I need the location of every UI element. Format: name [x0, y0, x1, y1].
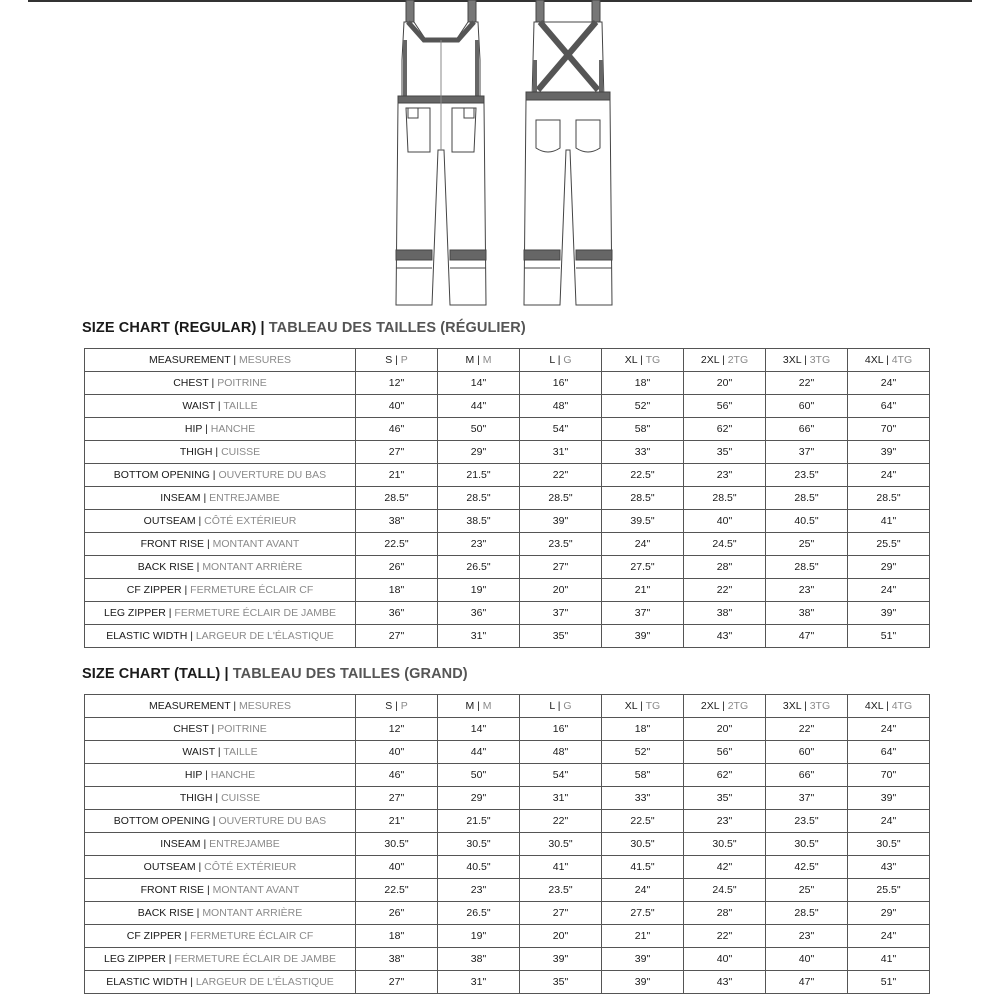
table-row	[85, 948, 930, 971]
table-row	[85, 441, 930, 464]
size-value-cell: 46"	[356, 764, 438, 787]
size-value-cell: 23.5"	[766, 810, 848, 833]
size-value-cell: 20"	[684, 718, 766, 741]
size-value-cell: 38"	[356, 510, 438, 533]
table-row	[85, 395, 930, 418]
header-cell: 3XL | 3TG	[766, 695, 848, 718]
size-value-cell: 22"	[520, 810, 602, 833]
measurement-label-cell: HIP | HANCHE	[85, 764, 356, 787]
size-value-cell: 38"	[356, 948, 438, 971]
size-value-cell: 23"	[684, 464, 766, 487]
size-value-cell: 26.5"	[438, 902, 520, 925]
size-value-cell: 33"	[602, 441, 684, 464]
size-value-cell: 42"	[684, 856, 766, 879]
size-value-cell: 23.5"	[766, 464, 848, 487]
table-row	[85, 971, 930, 994]
size-value-cell: 40.5"	[766, 510, 848, 533]
header-cell: L | G	[520, 695, 602, 718]
table-row	[85, 810, 930, 833]
size-value-cell: 28"	[684, 902, 766, 925]
header-cell: MEASUREMENT | MESURES	[85, 349, 356, 372]
size-value-cell: 24.5"	[684, 533, 766, 556]
size-value-cell: 25"	[766, 533, 848, 556]
tall-size-table	[84, 694, 930, 994]
size-value-cell: 70"	[848, 418, 930, 441]
size-value-cell: 22"	[684, 579, 766, 602]
size-value-cell: 50"	[438, 764, 520, 787]
table-row	[85, 510, 930, 533]
measurement-label-cell: INSEAM | ENTREJAMBE	[85, 487, 356, 510]
table-row	[85, 902, 930, 925]
measurement-label-cell: ELASTIC WIDTH | LARGEUR DE L'ÉLASTIQUE	[85, 625, 356, 648]
measurement-label-cell: CHEST | POITRINE	[85, 718, 356, 741]
size-value-cell: 27"	[356, 787, 438, 810]
header-cell: S | P	[356, 349, 438, 372]
size-value-cell: 64"	[848, 395, 930, 418]
size-value-cell: 54"	[520, 418, 602, 441]
table-row	[85, 602, 930, 625]
size-value-cell: 37"	[520, 602, 602, 625]
size-value-cell: 38.5"	[438, 510, 520, 533]
size-value-cell: 28.5"	[848, 487, 930, 510]
table-row	[85, 856, 930, 879]
table-row	[85, 741, 930, 764]
size-value-cell: 47"	[766, 971, 848, 994]
size-value-cell: 40"	[684, 510, 766, 533]
size-value-cell: 40"	[356, 395, 438, 418]
size-value-cell: 14"	[438, 372, 520, 395]
size-value-cell: 40.5"	[438, 856, 520, 879]
size-value-cell: 30.5"	[438, 833, 520, 856]
size-value-cell: 41.5"	[602, 856, 684, 879]
size-value-cell: 28"	[684, 556, 766, 579]
size-value-cell: 18"	[356, 579, 438, 602]
table-row	[85, 879, 930, 902]
measurement-label-cell: HIP | HANCHE	[85, 418, 356, 441]
size-value-cell: 35"	[520, 971, 602, 994]
size-value-cell: 16"	[520, 372, 602, 395]
measurement-label-cell: ELASTIC WIDTH | LARGEUR DE L'ÉLASTIQUE	[85, 971, 356, 994]
size-value-cell: 12"	[356, 718, 438, 741]
measurement-label-cell: CHEST | POITRINE	[85, 372, 356, 395]
size-value-cell: 51"	[848, 625, 930, 648]
size-value-cell: 37"	[766, 441, 848, 464]
size-value-cell: 39.5"	[602, 510, 684, 533]
table-row	[85, 625, 930, 648]
size-value-cell: 20"	[684, 372, 766, 395]
table-row	[85, 418, 930, 441]
size-value-cell: 27.5"	[602, 556, 684, 579]
size-value-cell: 40"	[356, 856, 438, 879]
size-value-cell: 28.5"	[766, 556, 848, 579]
table-row	[85, 556, 930, 579]
size-value-cell: 29"	[848, 556, 930, 579]
size-value-cell: 40"	[766, 948, 848, 971]
size-value-cell: 51"	[848, 971, 930, 994]
measurement-label-cell: CF ZIPPER | FERMETURE ÉCLAIR CF	[85, 579, 356, 602]
size-value-cell: 24"	[848, 925, 930, 948]
size-value-cell: 22.5"	[356, 879, 438, 902]
size-value-cell: 39"	[848, 441, 930, 464]
size-value-cell: 36"	[356, 602, 438, 625]
header-cell: M | M	[438, 695, 520, 718]
size-value-cell: 39"	[848, 602, 930, 625]
measurement-label-cell: OUTSEAM | CÔTÉ EXTÉRIEUR	[85, 510, 356, 533]
size-value-cell: 28.5"	[684, 487, 766, 510]
size-value-cell: 40"	[684, 948, 766, 971]
size-value-cell: 21.5"	[438, 810, 520, 833]
size-value-cell: 41"	[848, 948, 930, 971]
size-value-cell: 62"	[684, 418, 766, 441]
regular-size-table	[84, 348, 930, 648]
size-value-cell: 23.5"	[520, 879, 602, 902]
size-value-cell: 52"	[602, 395, 684, 418]
size-value-cell: 20"	[520, 579, 602, 602]
size-value-cell: 24.5"	[684, 879, 766, 902]
table-row	[85, 372, 930, 395]
size-value-cell: 54"	[520, 764, 602, 787]
size-value-cell: 29"	[438, 441, 520, 464]
size-value-cell: 21"	[356, 464, 438, 487]
measurement-label-cell: CF ZIPPER | FERMETURE ÉCLAIR CF	[85, 925, 356, 948]
size-value-cell: 60"	[766, 741, 848, 764]
size-value-cell: 30.5"	[766, 833, 848, 856]
size-value-cell: 39"	[848, 787, 930, 810]
size-value-cell: 35"	[684, 441, 766, 464]
size-value-cell: 21"	[602, 579, 684, 602]
size-value-cell: 22"	[766, 718, 848, 741]
size-value-cell: 58"	[602, 764, 684, 787]
size-value-cell: 23"	[438, 879, 520, 902]
size-value-cell: 47"	[766, 625, 848, 648]
size-value-cell: 35"	[520, 625, 602, 648]
size-value-cell: 70"	[848, 764, 930, 787]
size-value-cell: 37"	[766, 787, 848, 810]
header-cell: MEASUREMENT | MESURES	[85, 695, 356, 718]
size-value-cell: 28.5"	[356, 487, 438, 510]
header-cell: XL | TG	[602, 349, 684, 372]
size-value-cell: 38"	[766, 602, 848, 625]
table-row	[85, 925, 930, 948]
size-value-cell: 27"	[356, 441, 438, 464]
size-value-cell: 43"	[848, 856, 930, 879]
size-value-cell: 52"	[602, 741, 684, 764]
size-value-cell: 30.5"	[520, 833, 602, 856]
size-value-cell: 26.5"	[438, 556, 520, 579]
size-value-cell: 24"	[848, 718, 930, 741]
size-value-cell: 21"	[356, 810, 438, 833]
size-value-cell: 58"	[602, 418, 684, 441]
header-cell: 3XL | 3TG	[766, 349, 848, 372]
size-value-cell: 30.5"	[356, 833, 438, 856]
size-value-cell: 22"	[766, 372, 848, 395]
size-value-cell: 19"	[438, 579, 520, 602]
size-value-cell: 28.5"	[520, 487, 602, 510]
size-value-cell: 46"	[356, 418, 438, 441]
tall-size-chart-title: SIZE CHART (TALL) | TABLEAU DES TAILLES (GRAND)	[82, 666, 468, 682]
size-value-cell: 25"	[766, 879, 848, 902]
size-value-cell: 21.5"	[438, 464, 520, 487]
size-value-cell: 27"	[520, 902, 602, 925]
size-value-cell: 39"	[520, 510, 602, 533]
table-row	[85, 718, 930, 741]
size-value-cell: 31"	[520, 441, 602, 464]
table-row	[85, 833, 930, 856]
size-value-cell: 48"	[520, 395, 602, 418]
table-header-row	[85, 695, 930, 718]
measurement-label-cell: FRONT RISE | MONTANT AVANT	[85, 533, 356, 556]
size-value-cell: 27"	[356, 971, 438, 994]
size-value-cell: 24"	[848, 810, 930, 833]
size-value-cell: 40"	[356, 741, 438, 764]
table-row	[85, 533, 930, 556]
size-value-cell: 39"	[520, 948, 602, 971]
size-value-cell: 24"	[848, 579, 930, 602]
measurement-label-cell: WAIST | TAILLE	[85, 741, 356, 764]
measurement-label-cell: OUTSEAM | CÔTÉ EXTÉRIEUR	[85, 856, 356, 879]
header-cell: 4XL | 4TG	[848, 695, 930, 718]
size-value-cell: 26"	[356, 902, 438, 925]
measurement-label-cell: THIGH | CUISSE	[85, 441, 356, 464]
size-value-cell: 22"	[520, 464, 602, 487]
size-value-cell: 56"	[684, 741, 766, 764]
size-value-cell: 28.5"	[766, 487, 848, 510]
measurement-label-cell: BACK RISE | MONTANT ARRIÈRE	[85, 556, 356, 579]
size-value-cell: 12"	[356, 372, 438, 395]
size-value-cell: 56"	[684, 395, 766, 418]
size-value-cell: 39"	[602, 971, 684, 994]
size-value-cell: 39"	[602, 625, 684, 648]
size-value-cell: 23"	[438, 533, 520, 556]
size-value-cell: 38"	[684, 602, 766, 625]
header-cell: 2XL | 2TG	[684, 349, 766, 372]
front-view-illustration	[396, 0, 486, 305]
size-value-cell: 29"	[438, 787, 520, 810]
size-value-cell: 22.5"	[602, 810, 684, 833]
size-value-cell: 21"	[602, 925, 684, 948]
size-value-cell: 31"	[438, 625, 520, 648]
size-value-cell: 18"	[356, 925, 438, 948]
regular-size-chart-title: SIZE CHART (REGULAR) | TABLEAU DES TAILLES (RÉGULIER)	[82, 320, 526, 336]
size-value-cell: 24"	[848, 372, 930, 395]
header-cell: S | P	[356, 695, 438, 718]
size-value-cell: 18"	[602, 372, 684, 395]
size-value-cell: 27"	[520, 556, 602, 579]
measurement-label-cell: BOTTOM OPENING | OUVERTURE DU BAS	[85, 810, 356, 833]
size-value-cell: 24"	[602, 533, 684, 556]
header-cell: XL | TG	[602, 695, 684, 718]
size-value-cell: 23.5"	[520, 533, 602, 556]
size-value-cell: 20"	[520, 925, 602, 948]
size-value-cell: 23"	[766, 579, 848, 602]
size-value-cell: 28.5"	[766, 902, 848, 925]
size-value-cell: 22.5"	[356, 533, 438, 556]
measurement-label-cell: BACK RISE | MONTANT ARRIÈRE	[85, 902, 356, 925]
size-value-cell: 19"	[438, 925, 520, 948]
size-value-cell: 41"	[520, 856, 602, 879]
measurement-label-cell: THIGH | CUISSE	[85, 787, 356, 810]
size-value-cell: 24"	[848, 464, 930, 487]
size-value-cell: 25.5"	[848, 879, 930, 902]
size-value-cell: 18"	[602, 718, 684, 741]
table-header-row	[85, 349, 930, 372]
table-row	[85, 579, 930, 602]
size-value-cell: 39"	[602, 948, 684, 971]
table-row	[85, 764, 930, 787]
size-value-cell: 33"	[602, 787, 684, 810]
size-value-cell: 66"	[766, 764, 848, 787]
size-value-cell: 16"	[520, 718, 602, 741]
table-row	[85, 464, 930, 487]
measurement-label-cell: LEG ZIPPER | FERMETURE ÉCLAIR DE JAMBE	[85, 602, 356, 625]
size-value-cell: 24"	[602, 879, 684, 902]
size-value-cell: 42.5"	[766, 856, 848, 879]
size-value-cell: 30.5"	[602, 833, 684, 856]
size-value-cell: 29"	[848, 902, 930, 925]
size-value-cell: 41"	[848, 510, 930, 533]
header-cell: 4XL | 4TG	[848, 349, 930, 372]
header-cell: L | G	[520, 349, 602, 372]
size-value-cell: 23"	[766, 925, 848, 948]
size-value-cell: 14"	[438, 718, 520, 741]
size-value-cell: 64"	[848, 741, 930, 764]
size-value-cell: 62"	[684, 764, 766, 787]
size-value-cell: 25.5"	[848, 533, 930, 556]
size-value-cell: 50"	[438, 418, 520, 441]
size-value-cell: 26"	[356, 556, 438, 579]
size-value-cell: 22.5"	[602, 464, 684, 487]
back-view-illustration	[524, 0, 612, 305]
measurement-label-cell: FRONT RISE | MONTANT AVANT	[85, 879, 356, 902]
size-value-cell: 28.5"	[438, 487, 520, 510]
size-value-cell: 30.5"	[848, 833, 930, 856]
measurement-label-cell: BOTTOM OPENING | OUVERTURE DU BAS	[85, 464, 356, 487]
measurement-label-cell: INSEAM | ENTREJAMBE	[85, 833, 356, 856]
size-value-cell: 22"	[684, 925, 766, 948]
table-row	[85, 487, 930, 510]
size-value-cell: 44"	[438, 741, 520, 764]
header-cell: 2XL | 2TG	[684, 695, 766, 718]
overall-bib-illustration	[388, 0, 624, 316]
size-value-cell: 43"	[684, 625, 766, 648]
size-value-cell: 44"	[438, 395, 520, 418]
measurement-label-cell: WAIST | TAILLE	[85, 395, 356, 418]
size-value-cell: 48"	[520, 741, 602, 764]
size-value-cell: 31"	[520, 787, 602, 810]
size-value-cell: 38"	[438, 948, 520, 971]
header-cell: M | M	[438, 349, 520, 372]
size-value-cell: 27"	[356, 625, 438, 648]
size-value-cell: 27.5"	[602, 902, 684, 925]
table-row	[85, 787, 930, 810]
size-value-cell: 30.5"	[684, 833, 766, 856]
size-value-cell: 37"	[602, 602, 684, 625]
size-value-cell: 28.5"	[602, 487, 684, 510]
size-value-cell: 35"	[684, 787, 766, 810]
size-value-cell: 43"	[684, 971, 766, 994]
size-value-cell: 66"	[766, 418, 848, 441]
size-value-cell: 60"	[766, 395, 848, 418]
size-value-cell: 23"	[684, 810, 766, 833]
size-value-cell: 31"	[438, 971, 520, 994]
measurement-label-cell: LEG ZIPPER | FERMETURE ÉCLAIR DE JAMBE	[85, 948, 356, 971]
size-value-cell: 36"	[438, 602, 520, 625]
